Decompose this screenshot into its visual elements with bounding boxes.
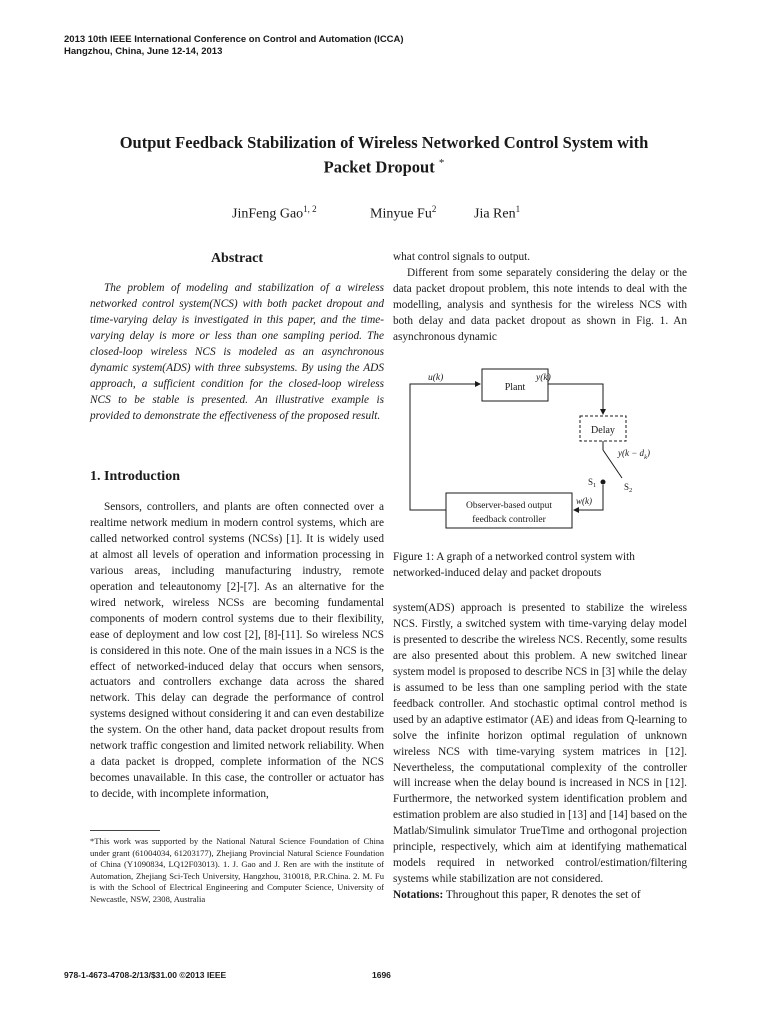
output-signal-path — [548, 384, 603, 414]
continuation-text: what control signals to output. — [393, 251, 531, 263]
introduction-text: Sensors, controllers, and plants are often connected over a realtime network medium in modern control systems, which are called networked control systems (NCSs) [1]. It is widely used at almost all levels of operation and information processing in various areas, including manufacturing industry, remote operation and teleautonomy [2]-[7]. As an alternative for the wired network, wireless NCSs are becoming fundamental components of modern control systems due to their flexibility, ease of deployment and low cost [2], [8]-[11]. So wireless NCS is considered in this note. One of the main issues in a NCS is the effect of networked-induced delay that occurs when sensors, actuators and controllers exchange data across the shared network. This delay can degrade the performance of control systems designed without considering it and can even destabilize the system. On the other hand, data packet dropout results from network traffic congestion and limited network reliability. When a data packet is dropped, complete information of the NCS becomes unavailable. In this case, the controller or actuator has to decide, with incomplete information, — [90, 501, 384, 801]
title-footnote-mark: * — [438, 157, 445, 169]
notations-label: Notations: — [393, 889, 444, 902]
u-signal-label: u(k) — [428, 373, 444, 383]
author-name: Jia Ren — [474, 206, 516, 222]
abstract-text: The problem of modeling and stabilization of a wireless networked control system(NCS) with both packet dropout and time-varying delay is investigated in this paper, and the time-varying delay is more or less than one sampling period. The closed-loop wireless NCS is modeled as an asynchronous dynamic system(ADS) with three subsystems. By using the ADS approach, a sufficient condition for the closed-loop wireless NCS to be stable is presented. An illustrative example is provided to demonstrate the effectiveness of the proposed result. — [90, 282, 384, 422]
right-column-bottom — [393, 601, 687, 904]
notations-text: Throughout this paper, R denotes the set of — [445, 889, 641, 902]
author-2 — [370, 204, 436, 223]
conference-name: 2013 10th IEEE International Conference on Control and Automation (ICCA) — [64, 34, 404, 45]
plant-label: Plant — [504, 382, 526, 393]
author-1 — [232, 204, 317, 223]
controller-label-line-2: feedback controller — [472, 515, 546, 525]
footer-isbn: 978-1-4673-4708-2/13/$31.00 ©2013 IEEE — [64, 970, 227, 980]
paragraph-ads-intro: Different from some separately considering the delay or the data packet dropout problem, this note intends to deal with the modelling, analysis and synthesis for the wireless NCS with both delay and data packet dropout as shown in Fig. 1. An asynchronous dynamic — [393, 266, 687, 343]
abstract-block — [90, 281, 384, 425]
title-line-1: Output Feedback Stabilization of Wireless Networked Control System with — [119, 133, 649, 152]
author-3 — [474, 204, 520, 223]
s1-label: $S_1$ — [588, 477, 597, 489]
author-affiliation: 1 — [515, 204, 521, 214]
author-name: JinFeng Gao — [232, 206, 304, 222]
abstract-heading: Abstract — [210, 251, 264, 266]
right-column-top — [393, 250, 687, 346]
paper-title — [60, 133, 708, 178]
delay-label: Delay — [591, 425, 615, 436]
s2-label: $S_2$ — [624, 482, 633, 494]
controller-label-line-1: Observer-based output — [465, 501, 553, 511]
title-line-2: Packet Dropout — [323, 157, 435, 177]
introduction-block — [90, 500, 384, 803]
footnote — [90, 836, 384, 906]
y-signal-label: y(k) — [536, 373, 551, 383]
author-affiliation: 1, 2 — [303, 204, 317, 214]
control-signal-path — [410, 384, 480, 510]
footnote-rule — [90, 830, 160, 831]
page-number: 1696 — [372, 970, 391, 980]
author-name: Minyue Fu — [370, 206, 432, 222]
figure-1-caption: Figure 1: A graph of a networked control system with networked-induced delay and packet dropouts — [393, 551, 635, 579]
conference-header — [64, 34, 404, 58]
w-signal-label: w(k) — [576, 496, 592, 506]
section-heading-introduction: 1. Introduction — [90, 469, 180, 484]
author-affiliation: 2 — [431, 204, 437, 214]
delayed-output-label: $y(k - d_k)$ — [618, 448, 650, 461]
footnote-text: *This work was supported by the National Natural Science Foundation of China under grant (61004034, 61203177), Zhejiang Provincial Natural Science Foundation of China (Y1090834, LQ12F03013). 1. J. Gao and J. Ren are with the institute of Automation, Zhejiang Sci-Tech University, Hangzhou, 310018, P.R.China. 2. M. Fu is with the School of Electrical Engineering and Computer Science, University of Newcastle, NSW, 2308, Australia — [90, 836, 384, 904]
switch-contact-s1 — [601, 480, 606, 485]
paragraph-ads-approach: system(ADS) approach is presented to stabilize the wireless NCS. Firstly, a switched system with time-varying delay model is presented to describe the wireless NCS. Recently, some results are also presented about this problem. A new switched linear system model is proposed to describe NCS in [3] while the delay is assumed to be less than one sampling period with the state feedback controller. And stochastic optimal control method is used by an adaptive estimator (AE) and ideas from Q-learning to solve the infinite horizon optimal regulation of unknown wireless NCS with time-varying system matrices in [12]. Nevertheless, the computational complexity of the controller will increase when the delay bound is increased in NCS in [12]. Furthermore, the networked system identification problem and estimation problem are also studied in [13] and [14] based on the Matlab/Simulink simulator TrueTime and orthogonal projection principle, respectively, which aim at identifying mathematical models required in networked control/estimation/filtering systems while stabilization are not considered. — [393, 602, 687, 886]
figure-1-diagram — [398, 362, 650, 532]
conference-location: Hangzhou, China, June 12-14, 2013 — [64, 46, 223, 57]
